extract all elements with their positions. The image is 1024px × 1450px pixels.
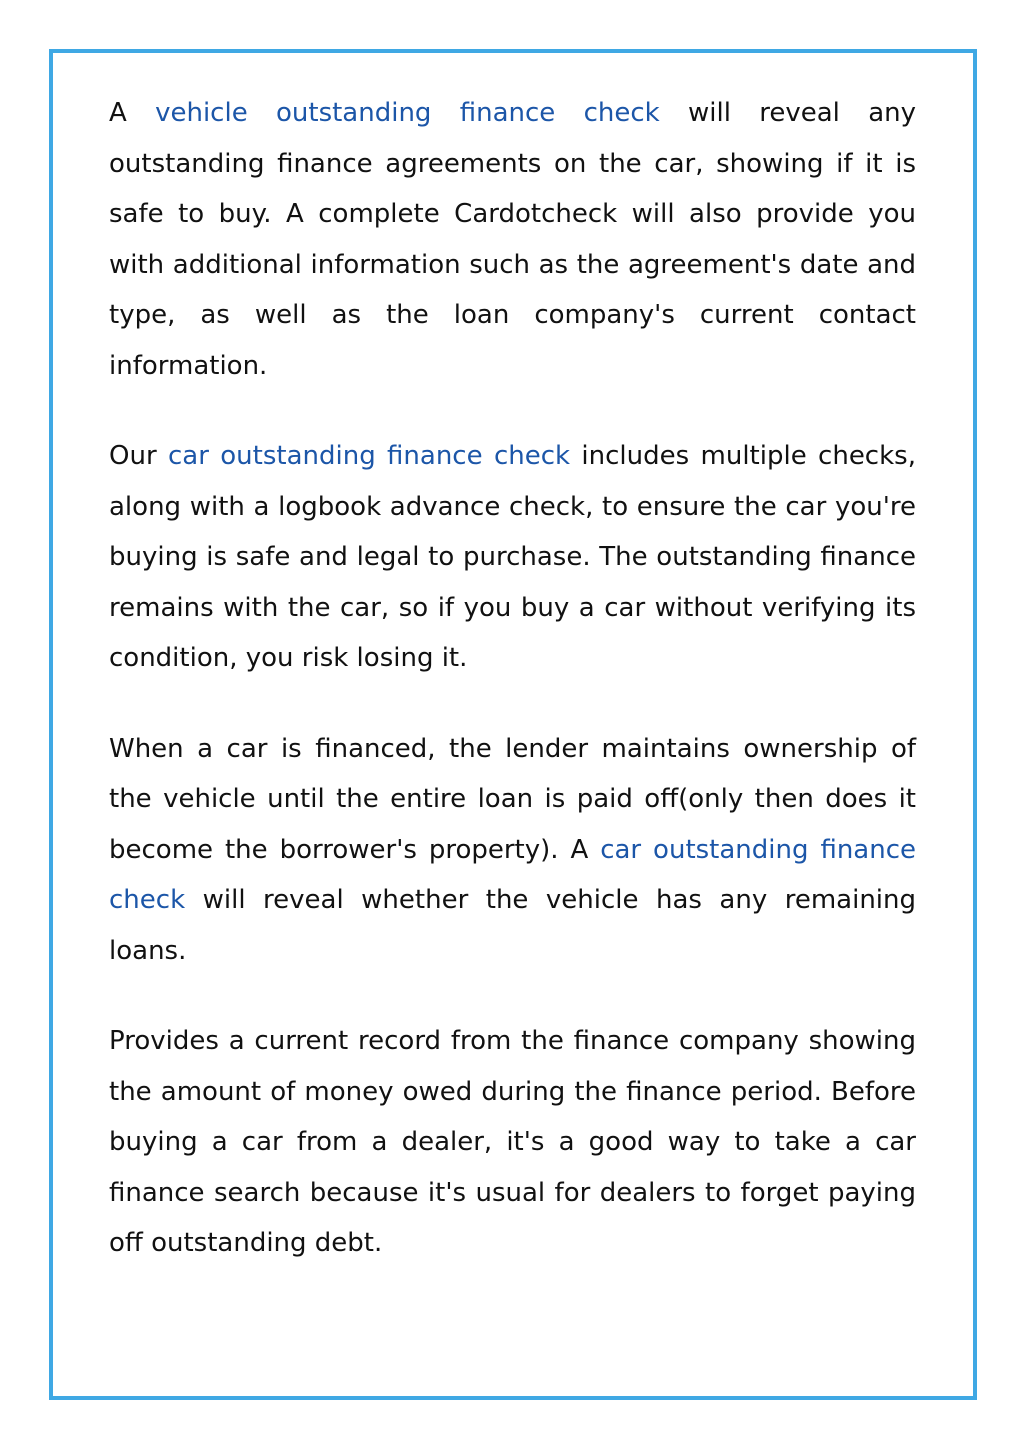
paragraph-3 <box>109 724 916 977</box>
vehicle-outstanding-finance-check-link[interactable]: vehicle outstanding finance check <box>155 98 660 128</box>
paragraph-4 <box>109 1016 916 1269</box>
paragraph-1 <box>109 88 916 391</box>
paragraph-2-text-start: Our <box>109 441 168 471</box>
car-outstanding-finance-check-link[interactable]: car outstanding finance check <box>167 441 571 471</box>
car-outstanding-finance-check-link-2[interactable]: car outstanding finance check <box>109 834 916 915</box>
paragraph-3-text-end: will reveal whether the vehicle has any remaining loans. <box>109 885 916 966</box>
paragraph-4-text: Provides a current record from the finance company showing the amount of money owed during the finance period. Before buying a car from a dealer, it's a good way to take a car finance search because it's usual for dealers to forget paying off outstanding debt. <box>109 1026 916 1258</box>
paragraph-1-text-end: will reveal any outstanding finance agreements on the car, showing if it is safe to buy. A complete Cardotcheck will also provide you with additional information such as the agreement's date and type, as well as the loan company's current contact information. <box>109 98 916 381</box>
paragraph-3-text-start: When a car is financed, the lender maintains ownership of the vehicle until the entire loan is paid off(only then does it become the borrower's property). A <box>109 733 916 865</box>
paragraph-1-text-start: A <box>109 98 156 128</box>
paragraph-2 <box>109 431 916 684</box>
document-body <box>109 88 916 1269</box>
paragraph-2-text-end: includes multiple checks, along with a logbook advance check, to ensure the car you're buying is safe and legal to purchase. The outstanding finance remains with the car, so if you buy a car without verifying its condition, you risk losing it. <box>109 441 916 673</box>
